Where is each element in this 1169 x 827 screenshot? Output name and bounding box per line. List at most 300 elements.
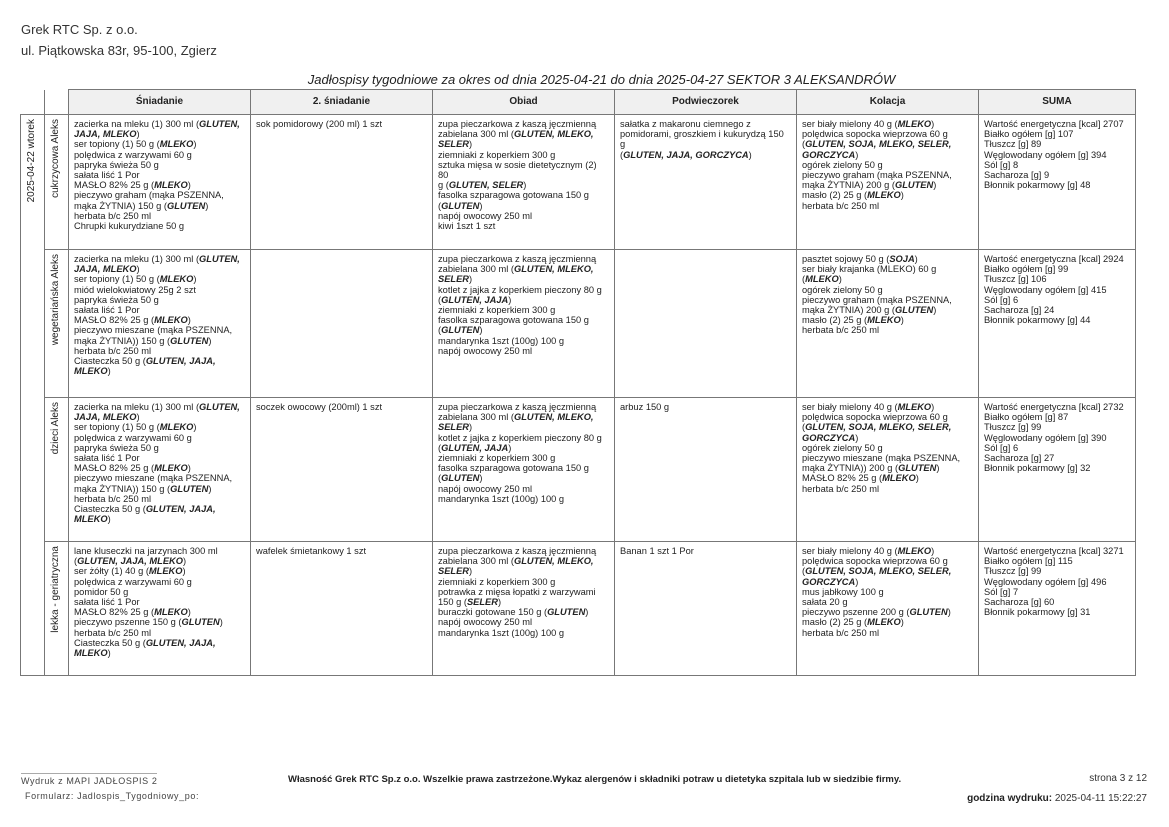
menu-text: ) (947, 607, 951, 618)
menu-line (438, 221, 609, 231)
menu-text: ) (748, 149, 752, 160)
menu-line (438, 443, 609, 453)
allergen-text: GLUTEN, (199, 402, 240, 412)
menu-text: ( (438, 442, 442, 453)
menu-text: ) (183, 556, 187, 567)
menu-line (438, 190, 609, 200)
allergen-text: MLEKO (154, 315, 188, 326)
menu-text: ( (620, 149, 624, 160)
summary-cell (979, 542, 1136, 676)
menu-text: sałata liść 1 Por (74, 453, 140, 464)
menu-text: mandarynka 1szt (100g) 100 g (438, 627, 565, 638)
allergen-text: GLUTEN, JAJA, GORCZYCA (623, 149, 749, 160)
menu-text: ser biały mielony 40 g ( (802, 402, 898, 412)
menu-text: mandarynka 1szt (100g) 100 g (438, 493, 565, 504)
allergen-text: SELER (466, 597, 498, 608)
menu-text: ) (219, 617, 223, 628)
menu-line (438, 433, 609, 443)
page-number: strona 3 z 12 (1089, 773, 1147, 784)
menu-line (802, 295, 973, 305)
menu-line (74, 546, 245, 556)
table-row (21, 250, 1136, 398)
menu-line (802, 433, 973, 443)
menu-line (802, 119, 973, 129)
menu-line (74, 597, 245, 607)
menu-text: herbata b/c 250 ml (802, 627, 880, 638)
menu-line (74, 607, 245, 617)
menu-line (74, 254, 245, 264)
meal-cell (797, 542, 979, 676)
menu-line (802, 129, 973, 139)
menu-text: Sól [g] 7 (984, 586, 1019, 597)
menu-text: sałata liść 1 Por (74, 597, 140, 608)
menu-text: mandarynka 1szt (100g) 100 g (438, 335, 565, 346)
menu-text: polędwica sopocka wieprzowa 60 g (802, 556, 948, 567)
menu-text: MASŁO 82% 25 g ( (802, 473, 883, 484)
column-header: Kolacja (797, 90, 979, 115)
menu-text: Ciasteczka 50 g ( (74, 637, 146, 648)
menu-text: fasolka szparagowa gotowana 150 g (438, 463, 589, 474)
allergen-text: GLUTEN (170, 335, 209, 346)
menu-text: zabielana 300 ml ( (438, 556, 514, 567)
menu-line (438, 211, 609, 221)
menu-line (984, 264, 1130, 274)
menu-text: 150 g ( (438, 597, 467, 608)
menu-text: ziemniaki z koperkiem 300 g (438, 453, 556, 464)
menu-line (256, 119, 427, 129)
menu-text: ) (107, 648, 111, 659)
menu-text: ) (523, 180, 527, 191)
allergen-text: SOJA (889, 254, 915, 264)
allergen-text: MLEKO (154, 180, 188, 191)
menu-line (74, 463, 245, 473)
allergen-text: GLUTEN, MLEKO, (513, 264, 594, 275)
menu-line (74, 129, 245, 139)
menu-line (74, 211, 245, 221)
menu-text: napój owocowy 250 ml (438, 483, 533, 494)
menu-line (438, 160, 609, 180)
menu-text: pieczywo graham (mąka PSZENNA, (802, 294, 952, 305)
menu-line (984, 463, 1130, 473)
meal-cell (433, 542, 615, 676)
menu-text: Tłuszcz [g] 89 (984, 139, 1042, 150)
column-header: 2. śniadanie (251, 90, 433, 115)
menu-text: ) (497, 597, 502, 608)
allergen-text: GLUTEN, JAJA (441, 442, 509, 453)
menu-line (256, 402, 427, 412)
menu-text: Tłuszcz [g] 99 (984, 566, 1042, 577)
menu-text: ) (931, 402, 935, 412)
menu-line (620, 150, 791, 160)
menu-line (438, 607, 609, 617)
menu-text: ) (855, 149, 859, 160)
column-header: Śniadanie (69, 90, 251, 115)
menu-text: ziemniaki z koperkiem 300 g (438, 149, 556, 160)
menu-text: ) (208, 335, 212, 346)
menu-line (802, 597, 973, 607)
allergen-text: GLUTEN, JAJA, (145, 504, 216, 515)
menu-text: sałatka z makaronu ciemnego z (620, 119, 751, 129)
menu-line (802, 190, 973, 200)
menu-text: Błonnik pokarmowy [g] 31 (984, 607, 1091, 618)
menu-line (984, 180, 1130, 190)
allergen-text: GORCZYCA (802, 149, 856, 160)
menu-text: sok pomidorowy (200 ml) 1 szt (256, 119, 383, 129)
menu-text: Tłuszcz [g] 106 (984, 274, 1047, 285)
menu-text: ) (187, 607, 191, 618)
allergen-text: GLUTEN (441, 200, 480, 211)
menu-text: ) (479, 325, 483, 336)
menu-line (74, 336, 245, 346)
allergen-text: GLUTEN (898, 463, 937, 474)
diet-label: lekka - geriatryczna (50, 546, 62, 633)
menu-text: pieczywo graham (mąka PSZENNA, (802, 170, 952, 181)
menu-line (984, 443, 1130, 453)
menu-line (74, 494, 245, 504)
allergen-text: MLEKO (882, 473, 916, 484)
menu-line (802, 607, 973, 617)
meal-cell (251, 115, 433, 250)
menu-text: ) (469, 566, 473, 577)
allergen-text: GLUTEN, SOJA, MLEKO, SELER, (805, 422, 952, 433)
allergen-text: GLUTEN, SOJA, MLEKO, SELER, (805, 139, 952, 150)
menu-text: ) (915, 473, 919, 484)
menu-line (802, 201, 973, 211)
menu-text: ) (479, 200, 483, 211)
meal-cell (433, 250, 615, 398)
menu-text: buraczki gotowane 150 g ( (438, 607, 548, 618)
allergen-text: GLUTEN (895, 305, 934, 316)
menu-text: masło (2) 25 g ( (802, 190, 868, 201)
menu-line (438, 254, 609, 264)
allergen-text: GLUTEN (441, 473, 480, 484)
menu-line (802, 473, 973, 483)
company-address: ul. Piątkowska 83r, 95-100, Zgierz (21, 43, 217, 58)
menu-line (438, 556, 609, 566)
menu-line (802, 463, 973, 473)
menu-text: pasztet sojowy 50 g ( (802, 254, 890, 264)
menu-line (438, 295, 609, 305)
allergen-text: GORCZYCA (802, 432, 856, 443)
menu-line (74, 648, 245, 658)
footer-form: Formularz: Jadlospis_Tygodniowy_po: (25, 791, 200, 801)
menu-line (802, 443, 973, 453)
table-row (21, 398, 1136, 542)
menu-text: ser żółty (1) 40 g ( (74, 566, 149, 577)
menu-text: Wartość energetyczna [kcal] 3271 (984, 546, 1124, 556)
menu-text: zupa pieczarkowa z kaszą jęczmienną (438, 546, 597, 556)
menu-text: Wartość energetyczna [kcal] 2924 (984, 254, 1124, 264)
allergen-text: JAJA, MLEKO (74, 412, 137, 423)
meal-cell (615, 115, 797, 250)
menu-line (438, 150, 609, 160)
allergen-text: GLUTEN (181, 617, 220, 628)
menu-text: arbuz 150 g (620, 402, 670, 412)
menu-text: Białko ogółem [g] 99 (984, 264, 1069, 275)
menu-text: papryka świeża 50 g (74, 442, 159, 453)
diet-cell (45, 398, 69, 542)
menu-text: pieczywo pszenne 150 g ( (74, 617, 182, 628)
menu-text: ziemniaki z koperkiem 300 g (438, 305, 556, 316)
meal-cell (615, 250, 797, 398)
menu-line (984, 422, 1130, 432)
menu-text: ziemniaki z koperkiem 300 g (438, 576, 556, 587)
menu-text: ( (802, 422, 806, 433)
menu-line (74, 628, 245, 638)
meal-cell (69, 542, 251, 676)
menu-text: herbata b/c 250 ml (74, 627, 152, 638)
menu-line (256, 546, 427, 556)
menu-line (74, 201, 245, 211)
print-time-label: godzina wydruku: (967, 793, 1053, 804)
diet-cell (45, 542, 69, 676)
menu-line (74, 577, 245, 587)
menu-text: ser biały krajanka (MLEKO) 60 g (802, 264, 937, 275)
menu-text: MASŁO 82% 25 g ( (74, 463, 155, 474)
menu-text: ( (802, 274, 806, 285)
menu-line (802, 264, 973, 274)
menu-text: polędwica sopocka wieprzowa 60 g (802, 129, 948, 140)
menu-line (984, 566, 1130, 576)
menu-text: Błonnik pokarmowy [g] 44 (984, 315, 1091, 326)
menu-line (984, 607, 1130, 617)
menu-text: Błonnik pokarmowy [g] 48 (984, 180, 1091, 191)
menu-text: ) (585, 607, 589, 618)
menu-line (438, 180, 609, 190)
menu-text: potrawka z mięsa łopatki z warzywami (438, 586, 596, 597)
menu-line (74, 443, 245, 453)
menu-line (984, 295, 1130, 305)
menu-text: ) (182, 566, 186, 577)
menu-text: Sól [g] 6 (984, 442, 1019, 453)
menu-line (438, 617, 609, 627)
menu-text: sałata 20 g (802, 597, 848, 608)
menu-line (802, 628, 973, 638)
menu-text: mąka ŻYTNIA)) 150 g ( (74, 483, 171, 494)
date-label: 2025-04-22 wtorek (26, 119, 38, 203)
menu-text: mąka ŻYTNIA)) 150 g ( (74, 335, 171, 346)
menu-text: masło (2) 25 g ( (802, 617, 868, 628)
allergen-text: MLEKO (897, 119, 932, 129)
menu-line (802, 566, 973, 576)
menu-line (74, 325, 245, 335)
menu-line (984, 556, 1130, 566)
menu-line (802, 315, 973, 325)
menu-text: ) (107, 514, 111, 525)
menu-text: kotlet z jajka z koperkiem pieczony 80 g (438, 432, 602, 443)
allergen-text: GLUTEN, JAJA, (145, 356, 216, 367)
menu-line (438, 597, 609, 607)
allergen-text: GLUTEN, SOJA, MLEKO, SELER, (805, 566, 952, 577)
menu-line (74, 285, 245, 295)
meal-cell (251, 542, 433, 676)
menu-line (802, 546, 973, 556)
menu-text: Błonnik pokarmowy [g] 32 (984, 463, 1091, 474)
menu-text: Sacharoza [g] 24 (984, 305, 1055, 316)
menu-text: ser topiony (1) 50 g ( (74, 274, 160, 285)
menu-text: ) (900, 190, 904, 201)
menu-line (438, 315, 609, 325)
menu-text: mus jabłkowy 100 g (802, 586, 884, 597)
menu-line (74, 221, 245, 231)
menu-text: ) (936, 463, 940, 474)
menu-line (802, 150, 973, 160)
menu-text: Białko ogółem [g] 115 (984, 556, 1073, 567)
menu-line (74, 484, 245, 494)
page-title: Jadłospisy tygodniowe za okres od dnia 2025-04-21 do dnia 2025-04-27 SEKTOR 3 ALEKSANDRÓW (307, 72, 896, 87)
menu-line (438, 346, 609, 356)
menu-text: ogórek zielony 50 g (802, 442, 883, 453)
menu-text: ) (508, 294, 512, 305)
menu-line (438, 336, 609, 346)
menu-text: sztuka mięsa w sosie dietetycznym (2) 80 (438, 159, 597, 181)
allergen-text: GLUTEN (167, 200, 206, 211)
menu-line (438, 587, 609, 597)
menu-text: ) (187, 315, 191, 326)
diet-label: wegetariańska Aleks (50, 254, 62, 346)
menu-text: ) (205, 200, 209, 211)
menu-line (802, 180, 973, 190)
menu-line (74, 119, 245, 129)
menu-text: wafelek śmietankowy 1 szt (256, 546, 367, 556)
allergen-text: MLEKO (159, 422, 194, 433)
menu-text: Węglowodany ogółem [g] 390 (984, 432, 1107, 443)
menu-text: ) (931, 546, 935, 556)
meal-cell (69, 250, 251, 398)
menu-line (984, 587, 1130, 597)
allergen-text: GLUTEN (547, 607, 586, 618)
menu-text: Węglowodany ogółem [g] 496 (984, 576, 1107, 587)
menu-line (802, 453, 973, 463)
menu-text: zabielana 300 ml ( (438, 264, 514, 275)
menu-text: ) (900, 315, 904, 326)
menu-line (438, 274, 609, 284)
menu-text: mąka ŻYTNIA)) 200 g ( (802, 463, 899, 474)
menu-text: herbata b/c 250 ml (802, 483, 880, 494)
menu-text: ogórek zielony 50 g (802, 159, 883, 170)
header-blank (45, 90, 69, 115)
menu-line (74, 453, 245, 463)
diet-label: dzieci Aleks (50, 402, 62, 455)
menu-text: ogórek zielony 50 g (802, 284, 883, 295)
menu-text: ) (187, 180, 191, 191)
menu-text: ( (802, 139, 806, 150)
menu-line (438, 119, 609, 129)
menu-text: Tłuszcz [g] 99 (984, 422, 1042, 433)
menu-text: ( (438, 473, 442, 484)
diet-cell (45, 250, 69, 398)
allergen-text: GLUTEN, MLEKO, (513, 412, 594, 423)
meal-cell (251, 250, 433, 398)
menu-line (74, 150, 245, 160)
menu-line (74, 356, 245, 366)
allergen-text: GLUTEN, JAJA, (145, 637, 216, 648)
menu-line (438, 628, 609, 638)
menu-text: ) (855, 432, 859, 443)
menu-line (984, 433, 1130, 443)
menu-text: pomidor 50 g (74, 586, 129, 597)
menu-line (74, 638, 245, 648)
meal-cell (797, 398, 979, 542)
menu-text: MASŁO 82% 25 g ( (74, 180, 155, 191)
menu-line (438, 422, 609, 432)
menu-line (74, 190, 245, 200)
column-header: Obiad (433, 90, 615, 115)
meal-cell (797, 250, 979, 398)
menu-text: ( (438, 325, 442, 336)
menu-text: Sacharoza [g] 27 (984, 453, 1055, 464)
allergen-text: MLEKO (148, 566, 183, 577)
menu-line (438, 494, 609, 504)
menu-text: ) (193, 139, 197, 150)
menu-line (984, 315, 1130, 325)
menu-line (802, 305, 973, 315)
menu-text: ) (193, 274, 197, 285)
allergen-text: MLEKO (154, 607, 188, 618)
menu-text: ser topiony (1) 50 g ( (74, 422, 160, 433)
allergen-text: GLUTEN, MLEKO, (513, 129, 594, 140)
menu-text: ) (931, 119, 935, 129)
allergen-text: SELER (438, 422, 469, 433)
menu-text: papryka świeża 50 g (74, 159, 159, 170)
menu-line (984, 160, 1130, 170)
date-cell (21, 115, 45, 676)
menu-line (74, 264, 245, 274)
menu-line (984, 412, 1130, 422)
menu-text: soczek owocowy (200ml) 1 szt (256, 402, 383, 412)
menu-line (74, 139, 245, 149)
menu-line (802, 402, 973, 412)
menu-text: ) (838, 274, 842, 285)
menu-line (438, 402, 609, 412)
menu-line (802, 556, 973, 566)
diet-cell (45, 115, 69, 250)
menu-text: ) (479, 473, 483, 484)
menu-text: pieczywo mieszane (mąka PSZENNA, (74, 325, 233, 336)
menu-text: Sól [g] 6 (984, 294, 1019, 305)
menu-text: Ciasteczka 50 g ( (74, 356, 146, 367)
menu-line (438, 473, 609, 483)
allergen-text: MLEKO (74, 366, 108, 377)
allergen-text: MLEKO (867, 315, 901, 326)
table-row (21, 542, 1136, 676)
menu-line (620, 546, 791, 556)
meal-cell (69, 398, 251, 542)
meal-cell (69, 115, 251, 250)
menu-text: pieczywo pszenne 200 g ( (802, 607, 910, 618)
menu-line (984, 285, 1130, 295)
menu-text: Sacharoza [g] 9 (984, 170, 1050, 181)
menu-text: zabielana 300 ml ( (438, 129, 514, 140)
menu-line (438, 305, 609, 315)
menu-text: polędwica z warzywami 60 g (74, 432, 192, 443)
allergen-text: GLUTEN, (199, 254, 240, 264)
menu-line (438, 285, 609, 295)
menu-text: g ( (438, 180, 449, 191)
menu-line (438, 546, 609, 556)
menu-text: ) (136, 264, 140, 275)
print-time (967, 793, 1147, 804)
menu-text: Węglowodany ogółem [g] 394 (984, 149, 1107, 160)
menu-text: herbata b/c 250 ml (802, 200, 880, 211)
menu-text: polędwica z warzywami 60 g (74, 149, 192, 160)
menu-text: ser biały mielony 40 g ( (802, 119, 898, 129)
menu-line (802, 422, 973, 432)
allergen-text: JAJA, MLEKO (74, 264, 137, 275)
menu-text: zupa pieczarkowa z kaszą jęczmienną (438, 119, 597, 129)
summary-cell (979, 115, 1136, 250)
menu-text: sałata liść 1 Por (74, 305, 140, 316)
